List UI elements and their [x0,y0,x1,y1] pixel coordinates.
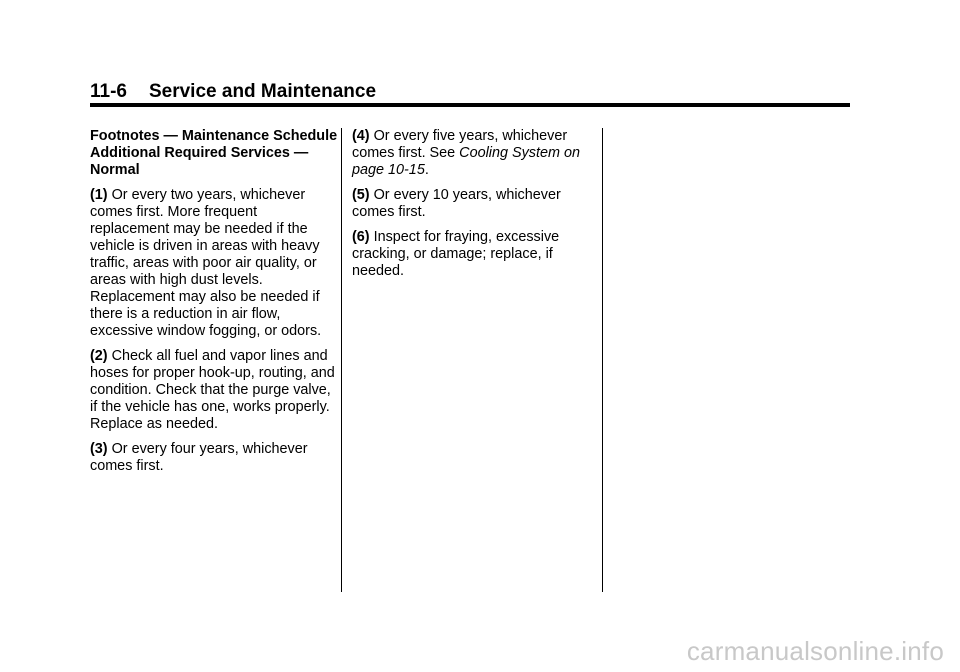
watermark: carmanualsonline.info [686,636,944,666]
header-rule [90,103,850,107]
cross-reference-link[interactable]: Cooling System on page 10-15 [352,145,580,178]
footnote-1 [90,187,338,340]
footnote-text: Or every 10 years, whichever comes first. [352,187,561,220]
text-column-left [90,128,338,483]
footnote-text: Check all fuel and vapor lines and hoses for proper hook-up, routing, and condition. Check that the purge valve, if the vehicle has one, works properly. Replace as needed. [90,348,335,432]
footnotes-subheading: Footnotes — Maintenance Schedule Additional Required Services — Normal [90,128,338,178]
column-divider [341,128,342,592]
footnote-text-tail: . [424,162,429,178]
footnote-text: Or every two years, whichever comes first. More frequent replacement may be needed if the vehicle is driven in areas with heavy traffic, areas with poor air quality, or areas with high dust levels. Replacement may also be needed if there is a reduction in air flow, excessive window fogging, or odors. [90,187,322,339]
footnote-number: (3) [90,441,108,457]
footnote-6 [352,229,595,280]
footnote-number: (2) [90,348,108,364]
footnote-text: Or every five years, whichever comes first. See [352,128,568,161]
section-title: Service and Maintenance [148,81,377,102]
footnote-number: (5) [352,187,370,203]
page-header [90,80,850,104]
footnote-2 [90,348,338,433]
footnote-number: (6) [352,229,370,245]
footnote-5 [352,187,595,221]
text-column-middle [352,128,595,288]
footnote-4 [352,128,595,179]
column-divider [602,128,603,592]
footnote-text: Or every four years, whichever comes first. [90,441,308,474]
page-number: 11-6 [90,81,127,102]
footnote-3 [90,441,338,475]
footnote-text: Inspect for fraying, excessive cracking, or damage; replace, if needed. [352,229,560,279]
footnote-number: (1) [90,187,108,203]
footnote-number: (4) [352,128,370,144]
